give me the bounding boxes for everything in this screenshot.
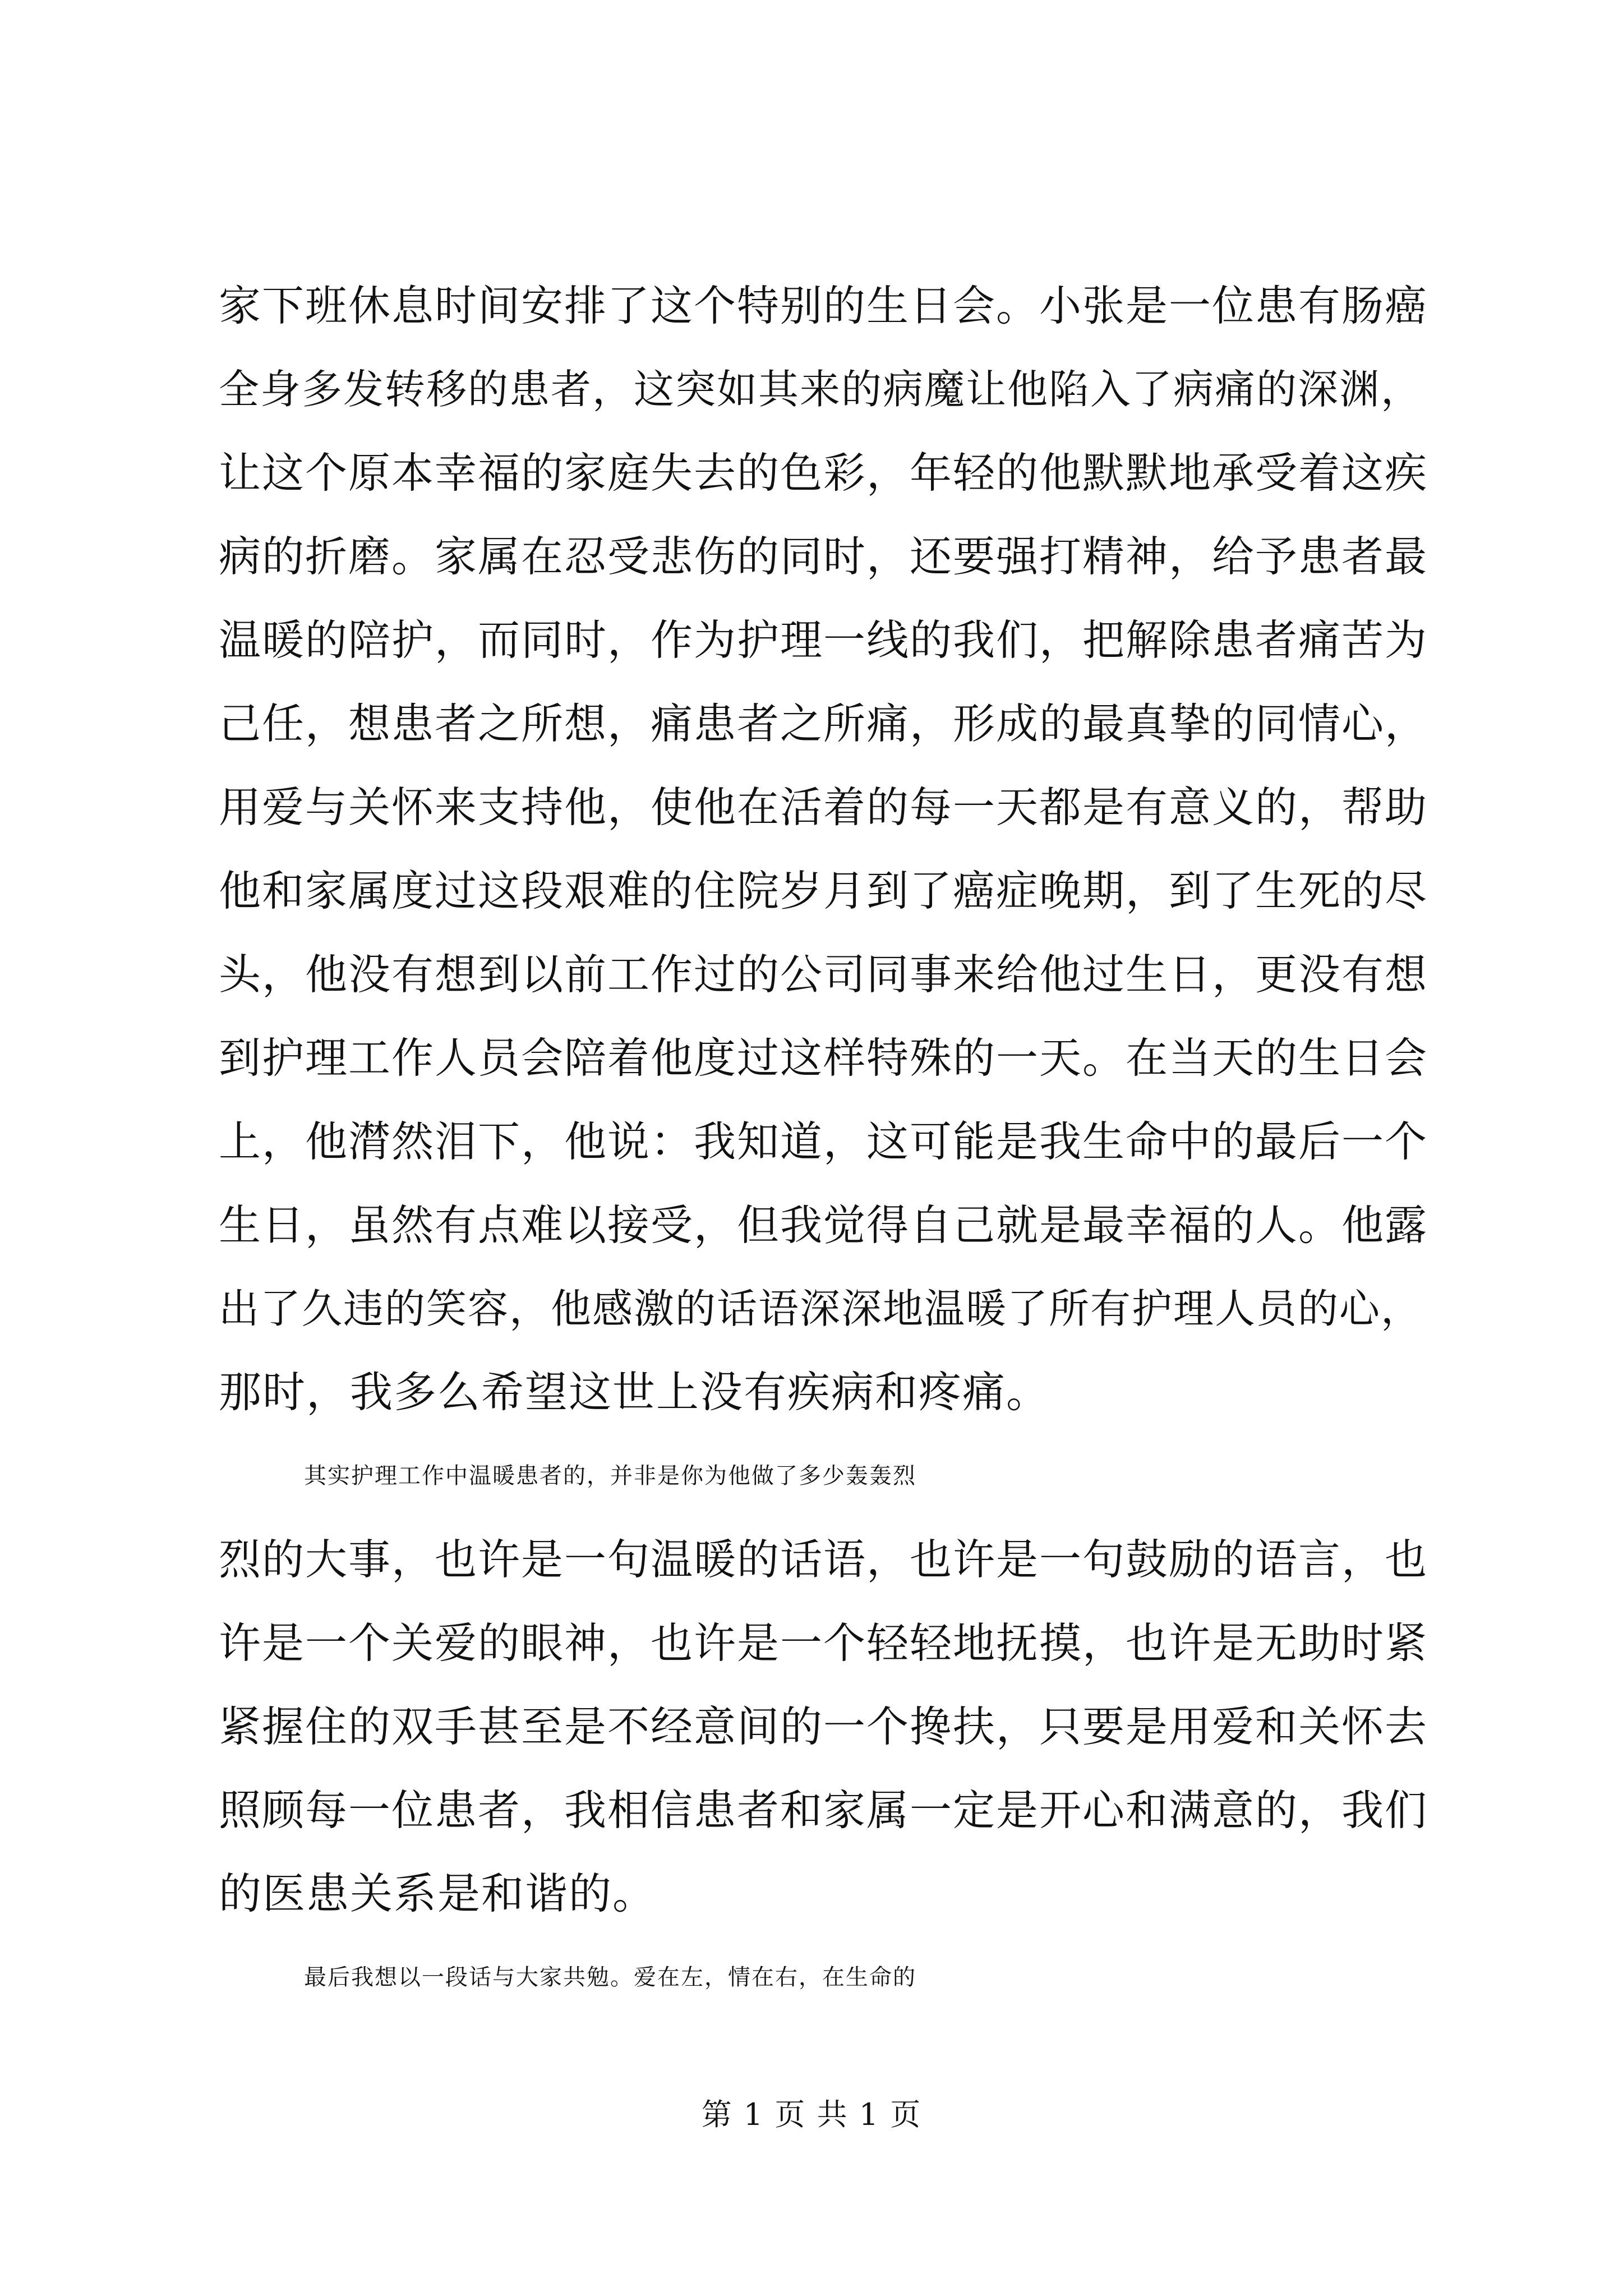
text-line: 头，他没有想到以前工作过的公司同事来给他过生日，更没有想 <box>219 950 1428 999</box>
text-line: 生日，虽然有点难以接受，但我觉得自己就是最幸福的人。他露 <box>219 1200 1428 1250</box>
text-line: 病的折磨。家属在忍受悲伤的同时，还要强打精神，给予患者最 <box>219 532 1428 581</box>
page-footer: 第 1 页 共 1 页 <box>701 2097 922 2132</box>
text-line: 让这个原本幸福的家庭失去的色彩，年轻的他默默地承受着这疾 <box>219 448 1428 498</box>
text-line: 他和家属度过这段艰难的住院岁月到了癌症晚期，到了生死的尽 <box>219 866 1428 915</box>
paragraph-first-line: 其实护理工作中温暖患者的，并非是你为他做了多少轰轰烈 <box>304 1463 916 1489</box>
text-line: 全身多发转移的患者，这突如其来的病魔让他陷入了病痛的深渊， <box>219 366 1423 413</box>
text-line: 照顾每一位患者，我相信患者和家属一定是开心和满意的，我们 <box>219 1786 1428 1835</box>
text-line: 家下班休息时间安排了这个特别的生日会。小张是一位患有肠癌 <box>219 281 1428 330</box>
text-line: 用爱与关怀来支持他，使他在活着的每一天都是有意义的，帮助 <box>219 783 1428 832</box>
text-line: 出了久违的笑容，他感激的话语深深地温暖了所有护理人员的心， <box>219 1285 1423 1332</box>
text-line: 紧握住的双手甚至是不经意间的一个搀扶，只要是用爱和关怀去 <box>219 1702 1428 1751</box>
text-line: 的医患关系是和谐的。 <box>219 1869 656 1918</box>
text-line: 许是一个关爱的眼神，也许是一个轻轻地抚摸，也许是无助时紧 <box>219 1618 1428 1668</box>
text-line: 烈的大事，也许是一句温暖的话语，也许是一句鼓励的语言，也 <box>219 1535 1428 1584</box>
text-line: 那时，我多么希望这世上没有疾病和疼痛。 <box>219 1367 1050 1417</box>
text-line: 上，他潸然泪下，他说：我知道，这可能是我生命中的最后一个 <box>219 1117 1428 1166</box>
paragraph-first-line: 最后我想以一段话与大家共勉。爱在左，情在右，在生命的 <box>304 1964 916 1990</box>
text-line: 己任，想患者之所想，痛患者之所痛，形成的最真挚的同情心， <box>219 699 1428 748</box>
text-line: 到护理工作人员会陪着他度过这样特殊的一天。在当天的生日会 <box>219 1033 1428 1083</box>
text-line: 温暖的陪护，而同时，作为护理一线的我们，把解除患者痛苦为 <box>219 615 1428 665</box>
